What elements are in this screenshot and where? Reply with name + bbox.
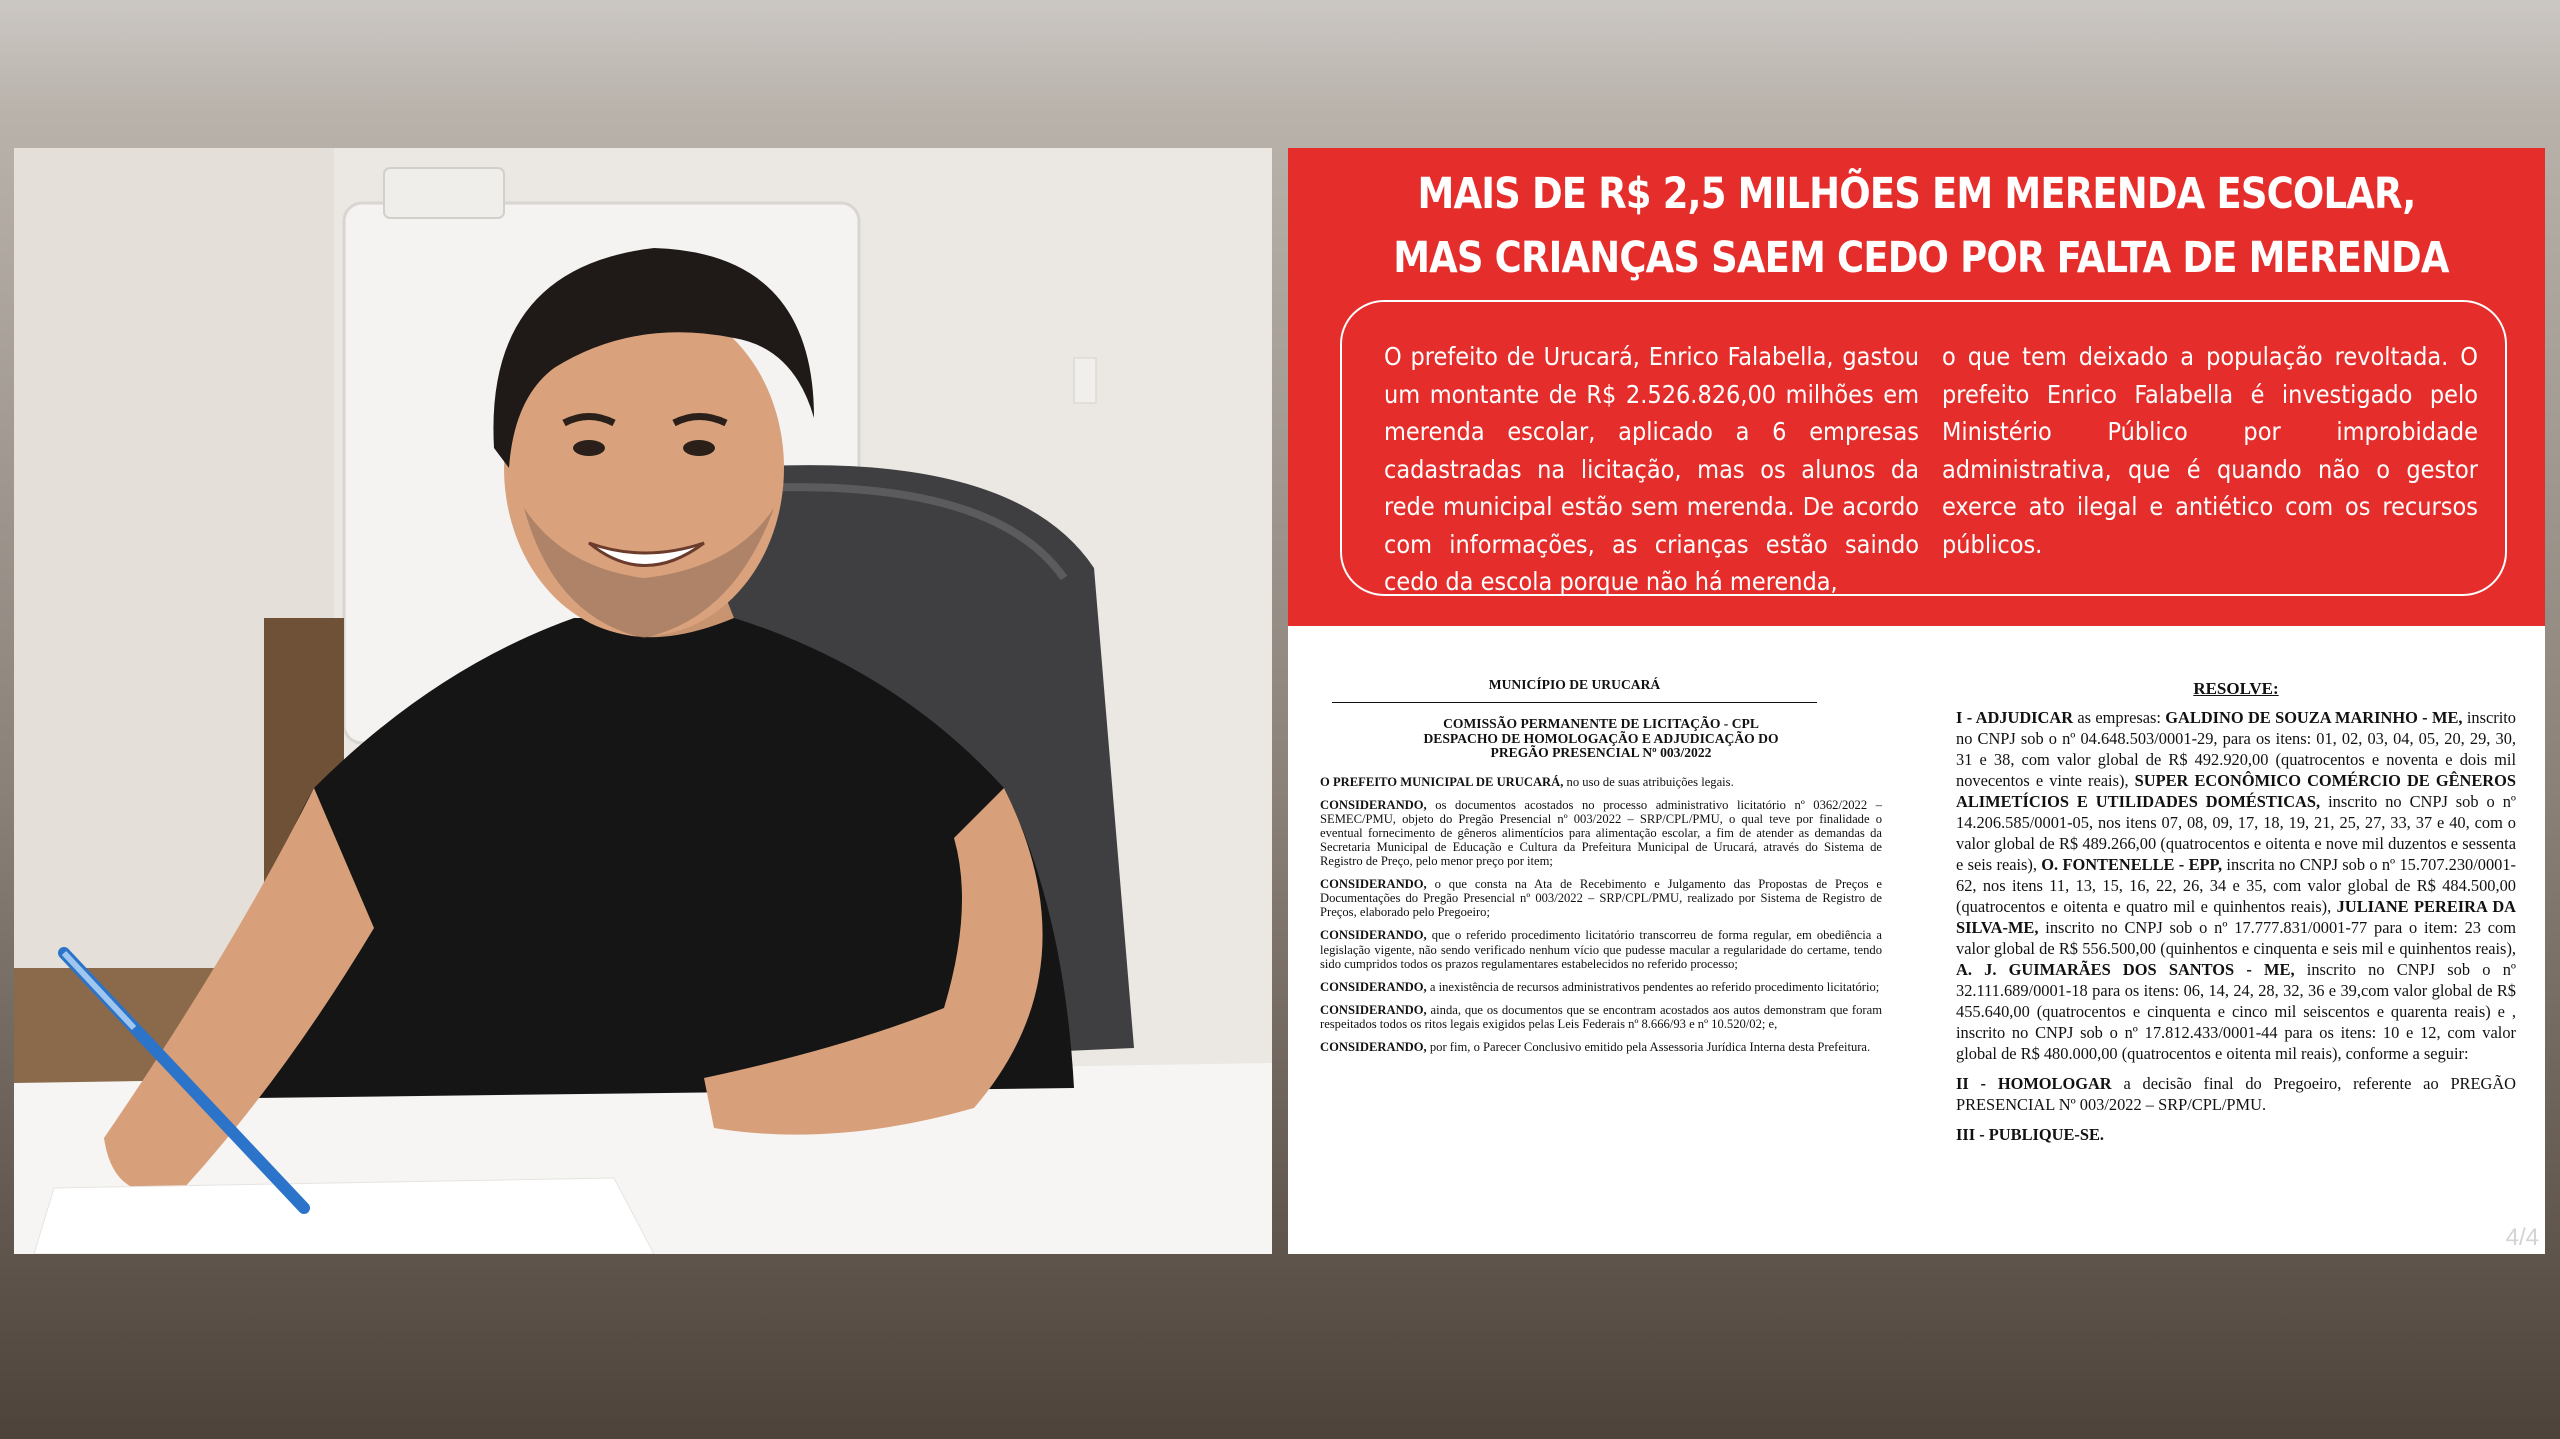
considerando-paragraph bbox=[1320, 1040, 1882, 1054]
considerando-text: por fim, o Parecer Conclusivo emitido pela Assessoria Jurídica Interna desta Prefeitura. bbox=[1426, 1040, 1871, 1054]
adjudicar-lead: I - ADJUDICAR bbox=[1956, 708, 2074, 727]
headline bbox=[1393, 162, 2449, 290]
considerando-text: os documentos acostados no processo administrativo licitatório nº 0362/2022 – SEMEC/PMU, objeto do Pregão Presencial nº 003/2022 – SRP/CPL/PMU, o qual teve por finalidade o eventual fornecimento de gêneros alimentícios para alimentação escolar, a fim de atender as demandas da Secretaria Municipal de Educação e Cultura da Prefeitura Municipal de Urucará, através do Sistema de Registro de Preço, pelo menor preço por item; bbox=[1320, 797, 1882, 869]
summary-right-column: o que tem deixado a população revoltada. O prefeito Enrico Falabella é investigado pelo Ministério Público por improbidade administrativa, que é quando não o gestor exerce ato ilegal e antiético com os recursos públicos. bbox=[1942, 342, 2478, 559]
adjudicar-text: inscrito no CNPJ sob o nº 17.777.831/0001-77 para o item: 23 com valor global de R$ 556.500,00 (quinhentos e cinquenta e seis mil e quinhentos reais), bbox=[1956, 918, 2516, 958]
official-notice-left-column bbox=[1320, 678, 1882, 1063]
company-name: GALDINO DE SOUZA MARINHO - ME, bbox=[2165, 708, 2463, 727]
adjudicar-text: as empresas: bbox=[2073, 708, 2166, 727]
official-notice-right-column bbox=[1956, 678, 2516, 1154]
homologar-lead: II - HOMOLOGAR bbox=[1956, 1074, 2112, 1093]
summary-box bbox=[1340, 300, 2507, 596]
considerando-lead: CONSIDERANDO, bbox=[1320, 1040, 1427, 1054]
cpl-heading bbox=[1320, 717, 1882, 761]
intro-text: no uso de suas atribuições legais. bbox=[1563, 774, 1734, 789]
municipality-heading: MUNICÍPIO DE URUCARÁ bbox=[1332, 678, 1817, 703]
intro-lead: O PREFEITO MUNICIPAL DE URUCARÁ, bbox=[1320, 774, 1564, 789]
considerando-lead: CONSIDERANDO, bbox=[1320, 928, 1427, 943]
considerando-paragraph bbox=[1320, 1003, 1882, 1031]
considerando-text: que o referido procedimento licitatório transcorreu de forma regular, em obediência a legislação vigente, não sendo verificado nenhum vício que pudesse macular a regularidade do certame, tendo sido cumpridos todos os prazos regulamentares estabelecidos no referido processo; bbox=[1320, 928, 1882, 971]
headline-line-2: MAS CRIANÇAS SAEM CEDO POR FALTA DE MERENDA bbox=[1393, 233, 2449, 283]
summary-left-column: O prefeito de Urucará, Enrico Falabella, gastou um montante de R$ 2.526.826,00 milhões em merenda escolar, aplicado a 6 empresas cadastradas na licitação, mas os alunos da rede municipal estão sem merenda. De acordo com informações, as crianças estão saindo cedo da escola porque não há merenda, bbox=[1384, 342, 1919, 596]
cpl-line: PREGÃO PRESENCIAL Nº 003/2022 bbox=[1490, 745, 1712, 761]
considerando-text: a inexistência de recursos administrativos pendentes ao referido procedimento licitatório; bbox=[1426, 979, 1880, 994]
considerando-lead: CONSIDERANDO, bbox=[1320, 979, 1427, 994]
company-name: O. FONTENELLE - EPP, bbox=[2041, 855, 2223, 874]
adjudicar-text: inscrita no CNPJ sob o nº 15.707.230/0001-62, nos itens 11, 13, 15, 16, 22, 26, 34 e 35, com valor global de R$ 484.500,00 (quatrocentos e oitenta e quatro mil e quinhentos reais), bbox=[1956, 855, 2516, 916]
page-number: 4/4 bbox=[2505, 1224, 2539, 1251]
considerando-lead: CONSIDERANDO, bbox=[1320, 1002, 1427, 1017]
cpl-line: DESPACHO DE HOMOLOGAÇÃO E ADJUDICAÇÃO DO bbox=[1423, 730, 1779, 746]
photo-panel bbox=[14, 148, 1272, 1254]
company-name: JULIANE PEREIRA DA SILVA-ME, bbox=[1956, 897, 2516, 937]
homologar-text: a decisão final do Pregoeiro, referente ao PREGÃO PRESENCIAL Nº 003/2022 – SRP/CPL/PMU. bbox=[1956, 1074, 2517, 1114]
adjudicar-paragraph bbox=[1956, 707, 2516, 1064]
company-name: A. J. GUIMARÃES DOS SANTOS - ME, bbox=[1956, 960, 2295, 979]
publique-paragraph bbox=[1956, 1124, 2516, 1145]
adjudicar-text: inscrito no CNPJ sob o nº 14.206.585/0001-05, nos itens 07, 08, 09, 17, 18, 19, 21, 25, 27, 33, 37 e 40, com o valor global de R$ 489.266,00 (quatrocentos e oitenta e nove mil duzentos e sessenta e seis reais), bbox=[1956, 792, 2516, 874]
news-panel bbox=[1288, 148, 2545, 1254]
intro-paragraph bbox=[1320, 775, 1882, 789]
publique-lead: III - PUBLIQUE-SE. bbox=[1956, 1125, 2105, 1144]
considerando-paragraph bbox=[1320, 980, 1882, 994]
resolve-heading: RESOLVE: bbox=[2193, 679, 2279, 698]
adjudicar-text: inscrito no CNPJ sob o nº 32.111.689/0001-18 para os itens: 06, 14, 24, 28, 32, 36 e 39,com valor global de R$ 455.640,00 (quatrocentos e cinquenta e cinco mil seiscentos e quarenta reais) e bbox=[1956, 960, 2516, 1021]
considerando-text: o que consta na Ata de Recebimento e Julgamento das Propostas de Preços e Documentações do Pregão Presencial nº 003/2022 – SRP/CPL/PMU, realizado por Sistema de Registro de Preços, elaborado pelo Pregoeiro; bbox=[1320, 877, 1882, 920]
considerando-paragraph bbox=[1320, 928, 1882, 970]
company-name: SUPER ECONÔMICO COMÉRCIO DE GÊNEROS ALIMETÍCIOS E UTILIDADES DOMÉSTICAS, bbox=[1956, 771, 2516, 811]
homologar-paragraph bbox=[1956, 1073, 2516, 1115]
considerando-lead: CONSIDERANDO, bbox=[1320, 877, 1427, 892]
considerando-paragraph bbox=[1320, 877, 1882, 919]
mayor-photo-illustration bbox=[14, 148, 1272, 1254]
red-header-band bbox=[1288, 148, 2545, 626]
adjudicar-text: , inscrito no CNPJ sob o nº 17.812.433/0001-44 para os itens: 10 e 12, com valor global de R$ 480.000,00 (quatrocentos e oitenta mil reais), conforme a seguir: bbox=[1956, 1002, 2516, 1063]
considerando-lead: CONSIDERANDO, bbox=[1320, 797, 1427, 812]
adjudicar-text: inscrito no CNPJ sob o nº 04.648.503/0001-29, para os itens: 01, 02, 03, 04, 05, 20, 29, 30, 31 e 38, com valor global de R$ 492.920,00 (quatrocentos e noventa e dois mil novecentos e vinte reais), bbox=[1956, 708, 2517, 790]
cpl-line: COMISSÃO PERMANENTE DE LICITAÇÃO - CPL bbox=[1443, 716, 1759, 732]
considerando-text: ainda, que os documentos que se encontram acostados aos autos demonstram que foram respeitados todos os ritos legais exigidos pelas Leis Federais nº 8.666/93 e nº 10.520/02; e, bbox=[1320, 1002, 1882, 1031]
considerando-paragraph bbox=[1320, 798, 1882, 868]
headline-line-1: MAIS DE R$ 2,5 MILHÕES EM MERENDA ESCOLAR, bbox=[1417, 169, 2416, 219]
